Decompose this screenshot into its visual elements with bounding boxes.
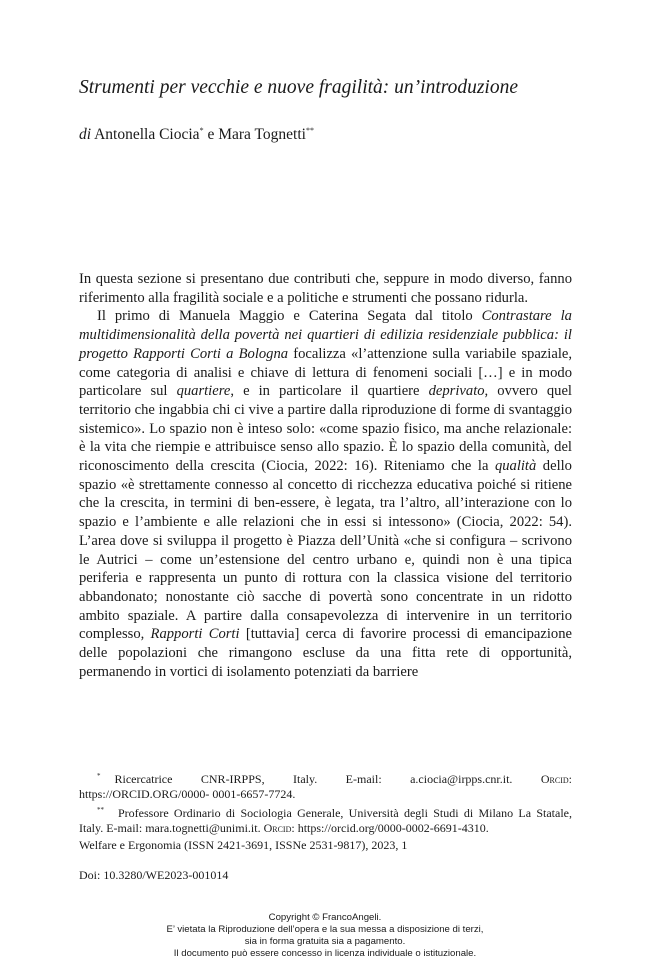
footnote-1-orcid[interactable]: : https://ORCID.ORG/0000- 0001-6657-7724. (79, 772, 572, 802)
footnote-1 (79, 769, 572, 803)
byline (79, 121, 599, 145)
journal-citation: Welfare e Ergonomia (ISSN 2421-3691, ISSNe 2531-9817), 2023, 1 (79, 838, 408, 852)
footnote-1-mark: * (97, 772, 101, 780)
paragraph-1: In questa sezione si presentano due contributi che, seppure in modo diverso, fanno riferimento alla fragilità sociale e a politiche e strumenti che possano ridurla. (79, 271, 572, 306)
copyright-line: Copyright © FrancoAngeli. (268, 912, 382, 923)
copyright-notice (0, 912, 650, 960)
paragraph-2-text: Il primo di Manuela Maggio e Caterina Segata dal titolo (97, 308, 482, 325)
orcid-label: Orcid (540, 772, 569, 786)
paragraph-2-text: dello spazio «è strettamente connesso al concetto di ricchezza educativa poiché si ritiene che la crescita, in termini di ben-essere, è legata, tra l’altro, all’interazione con lo spazio e l’ambiente e alle relazioni che in essi si intessono» (Ciocia, 2022: 54). L’area dove si sviluppa il progetto è Piazza dell’Unità «che si configura – scrivono le Autrici – come un’estensione del centro urbano e, quindi non è una tipica periferia e rappresenta un punto di rottura con la classica visione del territorio abbandonato; nonostante ciò sacche di povertà sono concentrate in un ridotto ambito spaziale. A partire dalla consapevolezza di intervenire in un territorio complesso, (79, 458, 572, 643)
paragraph-2-text: , ovvero quel territorio che ingabbia chi ci vive a partire dalla riproduzione di forme di svantaggio sistemico». Lo spazio non è inteso solo: «come spazio fisico, ma anche relazionale: è la vita che riempie e attribuisce senso allo spazio. È lo spazio della comunità, del riconoscimento della crescita (Ciocia, 2022: 16). Riteniamo che la (79, 383, 572, 475)
footnotes (79, 769, 572, 837)
emphasis-quartiere: quartiere (176, 383, 231, 400)
paragraph-2-text: , e in particolare il quartiere (230, 383, 429, 400)
paragraph-2-text: [tuttavia] cerca di favorire processi di emancipazione delle popolazioni che rimangono escluse da una fitta rete di opportunità, permanendo in vortici di isolamento potenziati da barriere (79, 626, 572, 680)
footnote-2 (79, 803, 572, 837)
doi[interactable]: Doi: 10.3280/WE2023-001014 (79, 868, 229, 882)
author-2: Mara Tognetti (218, 126, 306, 143)
article-body (79, 270, 572, 681)
author-1: Antonella Ciocia (94, 126, 200, 143)
orcid-label: Orcid (263, 821, 292, 836)
copyright-line: Il documento può essere concesso in licenza individuale o istituzionale. (173, 948, 477, 959)
footnote-1-text: Ricercatrice CNR-IRPPS, Italy. E-mail: a.ciocia@irpps.cnr.it. (114, 772, 541, 786)
contribution-title: Contrastare la multidimensionalità della povertà nei quartieri di edilizia residenziale pubblica: il progetto Rapporti Corti a Bologna (79, 308, 572, 362)
copyright-line: sia in forma gratuita sia a pagamento. (244, 936, 406, 947)
byline-conjunction: e (207, 126, 215, 143)
emphasis-rapporti-corti: Rapporti Corti (150, 626, 240, 643)
footnote-2-text: Professore Ordinario di Sociologia Generale, Università degli Studi di Milano La Statale, Italy. E-mail: mara.tognetti@unimi.it. (79, 805, 572, 836)
author-1-footnote-mark[interactable]: * (199, 126, 204, 135)
paragraph-2-text: focalizza «l’attenzione sulla variabile spaziale, come categoria di analisi e chiave di lettura di fenomeni sociali […] e in modo particolare sul (79, 345, 573, 400)
copyright-line: E’ vietata la Riproduzione dell’opera e la sua messa a disposizione di terzi, (166, 924, 484, 935)
emphasis-deprivato: deprivato (428, 383, 485, 400)
paragraph-2 (79, 307, 572, 681)
footnote-2-mark: ** (97, 805, 104, 814)
byline-prefix: di (79, 126, 92, 143)
author-2-footnote-mark[interactable]: ** (305, 126, 314, 135)
article-title: Strumenti per vecchie e nuove fragilità: un’introduzione (79, 77, 519, 98)
footnote-2-orcid[interactable]: : https://orcid.org/0000-0002-6691-4310. (291, 821, 489, 836)
emphasis-qualita: qualità (494, 458, 537, 475)
